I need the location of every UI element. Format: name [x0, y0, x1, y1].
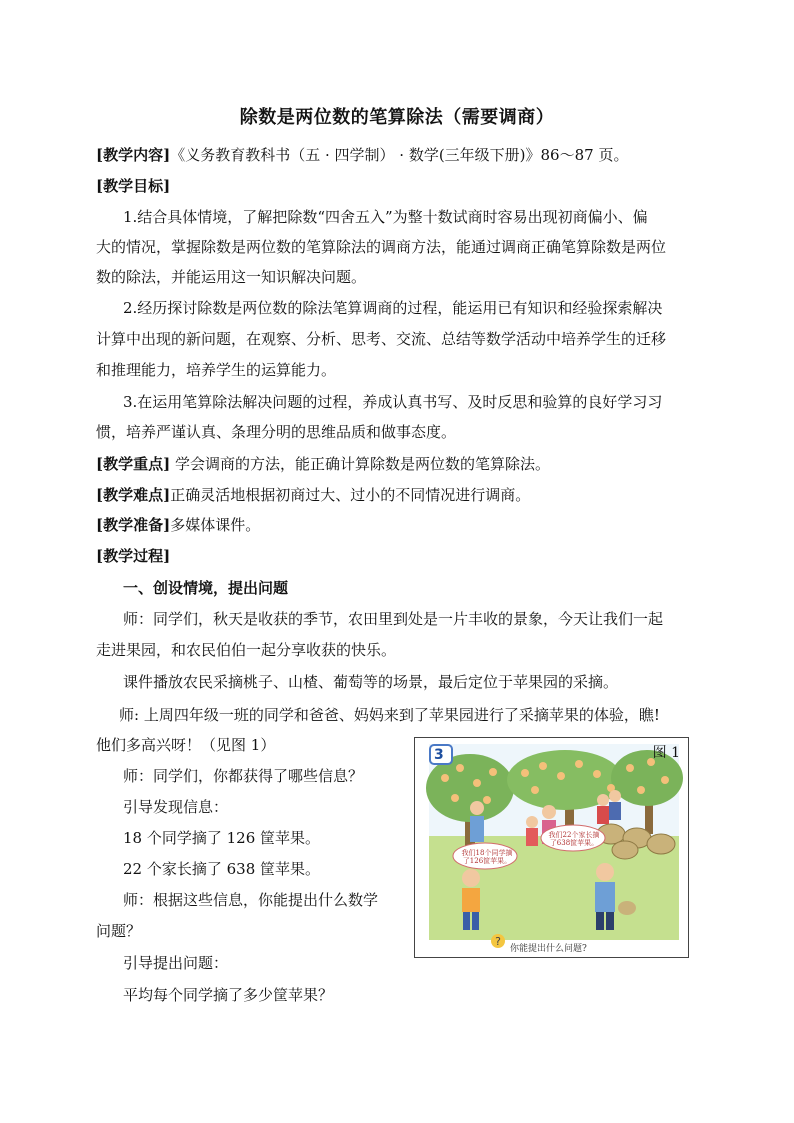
parent-bubble-line-2: 了638筐苹果。 — [549, 839, 599, 847]
process-p1-line-2: 走进果园，和农民伯伯一起分享收获的快乐。 — [96, 641, 397, 659]
goal-2-line-3: 和推理能力，培养学生的运算能力。 — [96, 361, 337, 379]
preparation-text: 多媒体课件。 — [170, 516, 261, 534]
goal-3-line-1: 3.在运用笔算除法解决问题的过程，养成认真书写、及时反思和验算的良好学习习 — [123, 393, 663, 411]
process-p4: 师：同学们，你都获得了哪些信息？ — [123, 767, 364, 785]
process-p3-line-2: 他们多高兴呀！（见图 1） — [96, 736, 276, 754]
teaching-content-text: 《义务教育教科书（五 · 四学制） · 数学(三年级下册)》86～87 页。 — [170, 146, 629, 164]
process-p8-line-2: 问题？ — [96, 922, 142, 940]
process-p8-line-1: 师：根据这些信息，你能提出什么数学 — [123, 891, 379, 909]
difficulty-label: [教学难点] — [96, 486, 171, 504]
parent-speech-bubble — [544, 831, 604, 847]
process-heading: [教学过程] — [96, 547, 171, 565]
student-bubble-line-2: 了126筐苹果。 — [462, 857, 512, 865]
process-p2: 课件播放农民采摘桃子、山楂、葡萄等的场景，最后定位于苹果园的采摘。 — [123, 673, 619, 691]
goal-2-line-2: 计算中出现的新问题，在观察、分析、思考、交流、总结等数学活动中培养学生的迁移 — [96, 330, 667, 348]
process-p1-line-1: 师：同学们，秋天是收获的季节，农田里到处是一片丰收的景象，今天让我们一起 — [123, 610, 664, 628]
figure-question: 你能提出什么问题? — [510, 944, 587, 954]
key-point — [96, 454, 550, 474]
figure-badge: 3 — [434, 747, 444, 763]
section-heading-1: 一、创设情境，提出问题 — [123, 579, 289, 597]
goal-1-line-3: 数的除法，并能运用这一知识解决问题。 — [96, 268, 367, 286]
page-title: 除数是两位数的笔算除法（需要调商） — [239, 107, 555, 128]
difficulty — [96, 485, 530, 505]
difficulty-text: 正确灵活地根据初商过大、过小的不同情况进行调商。 — [170, 486, 531, 504]
goal-3-line-2: 惯，培养严谨认真、条理分明的思维品质和做事态度。 — [96, 423, 457, 441]
teaching-goals-heading: [教学目标] — [96, 177, 171, 195]
process-p10: 平均每个同学摘了多少筐苹果？ — [123, 986, 334, 1004]
apple-orchard-illustration — [415, 738, 688, 957]
preparation-label: [教学准备] — [96, 516, 171, 534]
parent-bubble-line-1: 我们22个家长摘 — [548, 831, 600, 839]
process-p3-line-1: 师: 上周四年级一班的同学和爸爸、妈妈来到了苹果园进行了采摘苹果的体验，瞧! — [119, 706, 660, 724]
goal-1-line-2: 大的情况，掌握除数是两位数的笔算除法的调商方法，能通过调商正确笔算除数是两位 — [96, 238, 667, 256]
process-p6: 18 个同学摘了 126 筐苹果。 — [123, 829, 321, 847]
figure-1 — [414, 737, 689, 958]
figure-label: 图 1 — [652, 745, 680, 761]
process-p7: 22 个家长摘了 638 筐苹果。 — [123, 860, 321, 878]
key-point-text: 学会调商的方法，能正确计算除数是两位数的笔算除法。 — [170, 455, 550, 473]
preparation — [96, 515, 260, 535]
teaching-content-label: [教学内容] — [96, 146, 171, 164]
goal-1-line-1: 1.结合具体情境，了解把除数“四舍五入”为整十数试商时容易出现初商偏小、偏 — [123, 208, 648, 226]
goal-2-line-1: 2.经历探讨除数是两位数的除法笔算调商的过程，能运用已有知识和经验探索解决 — [123, 299, 663, 317]
teaching-content — [96, 145, 628, 165]
process-p9: 引导提出问题： — [123, 954, 229, 972]
student-speech-bubble — [457, 849, 517, 865]
key-point-label: [教学重点] — [96, 455, 171, 473]
process-p5: 引导发现信息： — [123, 798, 229, 816]
svg-text:?: ? — [495, 935, 501, 948]
student-bubble-line-1: 我们18个同学摘 — [461, 849, 513, 857]
